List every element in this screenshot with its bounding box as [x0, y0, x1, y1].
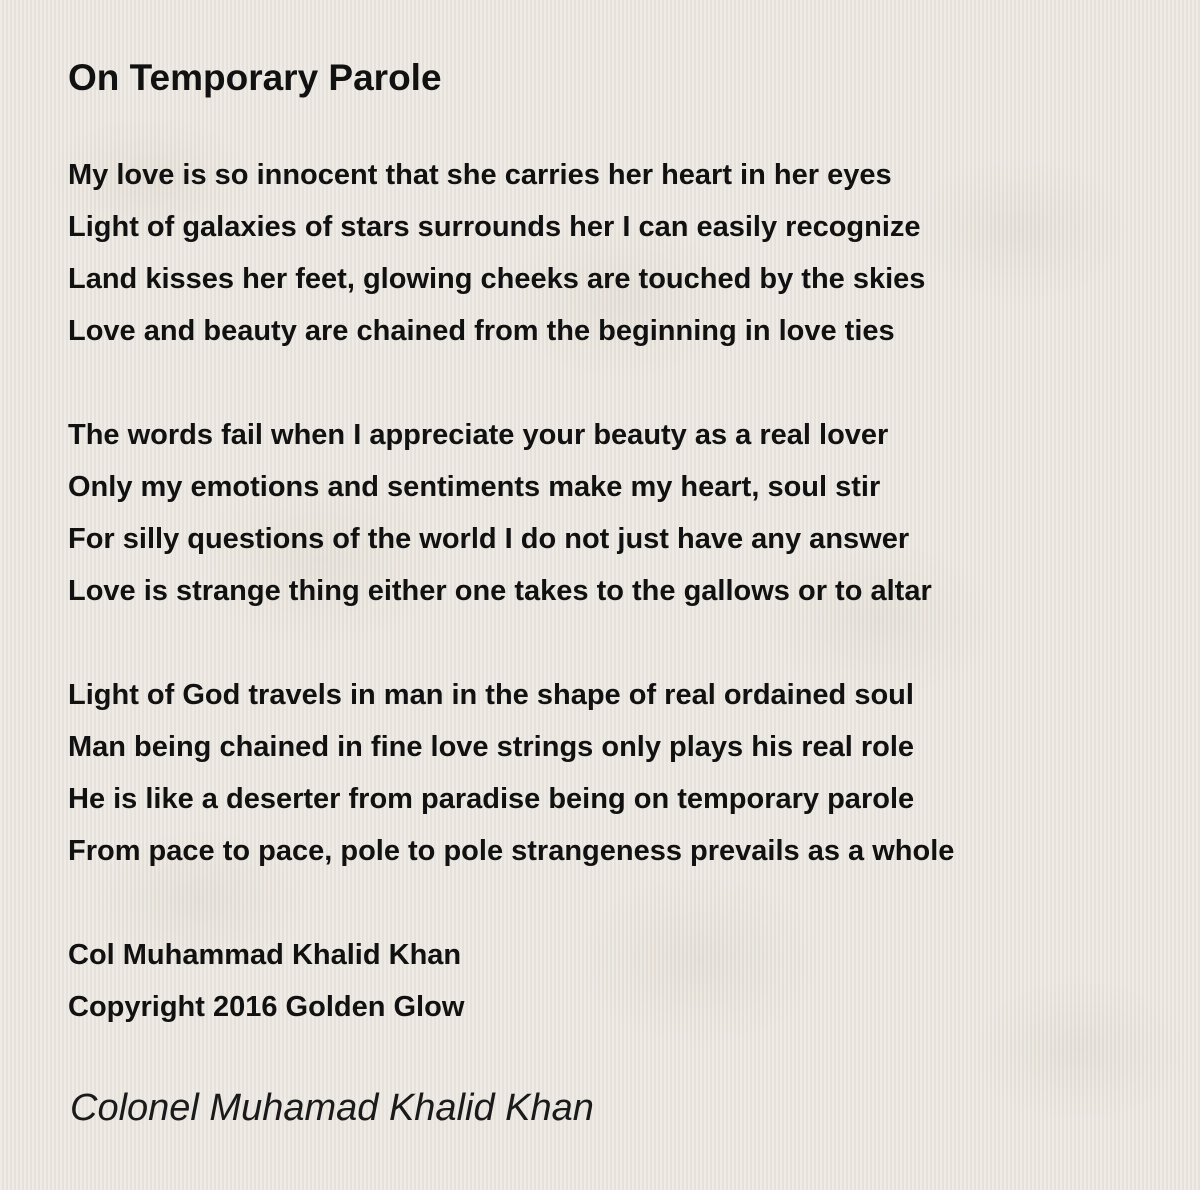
stanza-1: [68, 149, 1168, 357]
poem-credits: [68, 929, 1168, 1033]
poem-copyright: Copyright 2016 Golden Glow: [68, 991, 465, 1023]
poem-container: [68, 52, 1168, 1033]
author-signature: Colonel Muhamad Khalid Khan: [70, 1087, 594, 1129]
poem-line: From pace to pace, pole to pole strangeness prevails as a whole: [68, 835, 955, 867]
poem-title: On Temporary Parole: [68, 57, 442, 98]
poem-line: Only my emotions and sentiments make my heart, soul stir: [68, 471, 881, 503]
poem-line: He is like a deserter from paradise being on temporary parole: [68, 783, 915, 815]
poem-line: Light of galaxies of stars surrounds her I can easily recognize: [68, 211, 921, 243]
poem-line: Land kisses her feet, glowing cheeks are touched by the skies: [68, 263, 926, 295]
poem-line: For silly questions of the world I do not just have any answer: [68, 523, 910, 555]
poem-author: Col Muhammad Khalid Khan: [68, 939, 462, 971]
poem-line: Man being chained in fine love strings only plays his real role: [68, 731, 915, 763]
poem-line: Light of God travels in man in the shape of real ordained soul: [68, 679, 914, 711]
stanza-3: [68, 669, 1168, 877]
stanza-2: [68, 409, 1168, 617]
poem-line: My love is so innocent that she carries her heart in her eyes: [68, 159, 892, 191]
poem-line: Love is strange thing either one takes to the gallows or to altar: [68, 575, 932, 607]
poem-line: Love and beauty are chained from the beginning in love ties: [68, 315, 895, 347]
poem-line: The words fail when I appreciate your beauty as a real lover: [68, 419, 889, 451]
